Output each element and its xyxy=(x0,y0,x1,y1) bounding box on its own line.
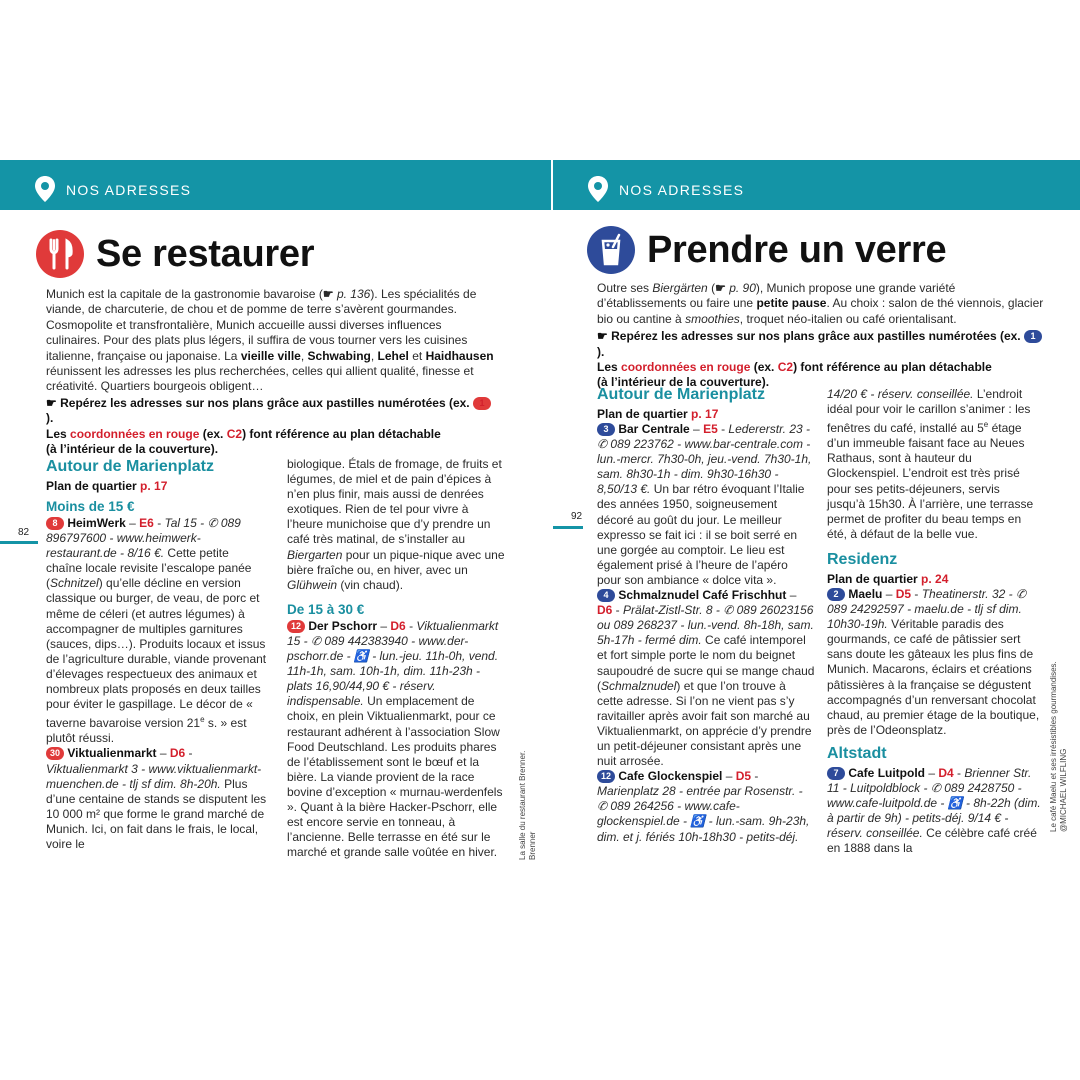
left-column-2: biologique. Étals de fromage, de fruits et légumes, de miel et de pain d’épices à n’en plus finir, mais aussi de denrées exotiques. Rien de tel pour vivre à l’heure munichoise que d’y prendre un café très matinal, de s’installer au Biergarten pour un pique-nique avec une bière fraîche ou, en hiver, avec un Glühwein (vin chaud). De 15 à 30 € 12 Der Pschorr – D6 - Viktualienmarkt 15 - ✆ 089 442383940 - www.der-pschorr.de - ♿ - lun.-jeu. 11h-0h, vend. 11h-1h, sam. 10h-1h, dim. 11h-23h - plats 16,90/44,90 € - réserv. indispensable. Un emplacement de choix, en plein Viktualienmarkt, pour ce restaurant adhérent à l’association Slow Food Deutschland. Les produits phares de l’établissement sont le bœuf et la bière. La viande provient de la race bovine d’exception « murnau-werdenfels ». Quant à la bière Hacker-Pschorr, elle est encore servie en tonneau, à l’ancienne. Belle terrasse en été sur le marché et grande salle voûtée en hiver. xyxy=(287,457,505,860)
page-number-bar xyxy=(553,526,583,529)
photo-caption: La salle du restaurant Brenner. Brenner xyxy=(518,750,537,860)
page-number-bar xyxy=(0,541,38,544)
left-page xyxy=(0,160,551,880)
page-number: 82 xyxy=(18,527,30,538)
section-band xyxy=(553,160,1080,210)
page-title: Se restaurer xyxy=(96,232,315,275)
drink-glass-icon xyxy=(587,226,635,274)
intro-block xyxy=(46,287,496,457)
intro-text: Munich est la capitale de la gastronomie bavaroise (☛ p. 136). Les spécialités de viande, de charcuterie, de chou et de pomme de terre s’avèrent gourmandes. Cosmopolite et transfrontalière, Munich accueille aussi diverses influences culinaires. Pour des plats plus légers, il suffira de vous tourner vers les cuisines italienne, française ou japonaise. La vieille ville, Schwabing, Lehel et Haidhausen réunissent les adresses les plus recherchées, celles qui allient qualité, finesse et créativité. Quartiers bourgeois obligent… xyxy=(46,287,494,394)
title-row xyxy=(36,230,314,278)
intro-block xyxy=(597,281,1047,391)
location-pin-icon xyxy=(587,175,609,203)
section-band xyxy=(0,160,551,210)
left-column-1: Autour de Marienplatz Plan de quartier p. 17 Moins de 15 € 8 HeimWerk – E6 - Tal 15 - ✆ 089 896797600 - www.heimwerk-restaurant.de - 8/16 €. Cette petite chaîne locale revisite l’escalope panée (Schnitzel) qu’elle décline en version classique ou burger, de veau, de porc et même de céleri (et autres légumes) à accompagner de multiples garnitures (sauces, dips…). Produits locaux et issus de l’agriculture durable, viande provenant d’élevages respectueux des animaux et nombreux plats proposés en deux tailles pour éviter le gaspillage. Le décor de « taverne bavaroise version 21e s. » est plutôt réussi. 30 Viktualienmarkt – D6 - Viktualienmarkt 3 - www.viktualienmarkt-muenchen.de - tlj sf dim. 8h-20h. Plus d’une centaine de stands se disputent les 10 000 m² que forme le grand marché de Munich. Ici, on fait dans le frais, le local, voire le xyxy=(46,458,267,851)
fork-knife-icon xyxy=(36,230,84,278)
page-title: Prendre un verre xyxy=(647,228,947,271)
title-row xyxy=(587,226,946,274)
map-note: ☛ Repérez les adresses sur nos plans grâce aux pastilles numérotées (ex. 1). Les coordonnées en rouge (ex. C2) font référence au plan détachable (à l’intérieur de la couverture). xyxy=(597,329,1047,391)
section-label: NOS ADRESSES xyxy=(619,182,745,198)
intro-text: Outre ses Biergärten (☛ p. 90), Munich propose une grande variété d’établissements ou faire une petite pause. Au choix : salon de thé viennois, glacier bio ou cantine à smoothies, troquet néo-italien ou café orientalisant. xyxy=(597,281,1044,326)
section-label: NOS ADRESSES xyxy=(66,182,192,198)
map-note: ☛ Repérez les adresses sur nos plans grâce aux pastilles numérotées (ex. 1). Les coordonnées en rouge (ex. C2) font référence au plan détachable (à l’intérieur de la couverture). xyxy=(46,396,496,458)
location-pin-icon xyxy=(34,175,56,203)
photo-caption: Le café Maelu et ses irrésistibles gourmandises. @MICHAEL WILFLING xyxy=(1049,661,1068,832)
right-column-2: 14/20 € - réserv. conseillée. L’endroit idéal pour voir le carillon s’animer : les fenêtres du café, installé au 5e étage d’un immeuble faisant face au Neues Rathaus, sont à hauteur du Glockenspiel. L’endroit est très prisé pour ses petits-déjeuners, servis jusqu’à 15h30. À l’arrière, une terrasse permet de profiter du beau temps en été, à défaut de la belle vue. Residenz Plan de quartier p. 24 2 Maelu – D5 - Theatinerstr. 32 - ✆ 089 24292597 - maelu.de - tlj sf dim. 10h30-19h. Véritable paradis des gourmands, ce café de pâtissier sert sans doute les gâteaux les plus fins de Munich. Macarons, éclairs et créations pâtissières à la française se dégustent accompagnés d’un renversant chocolat chaud, au premier étage de la boutique, près de l’Odeonsplatz. Altstadt 7 Cafe Luitpold – D4 - Brienner Str. 11 - Luitpoldblock - ✆ 089 2428750 - www.cafe-luitpold.de - ♿ - 8h-22h (dim. à partir de 9h) - petits-déj. 9/14 € - réserv. conseillée. Ce célèbre café créé en 1888 dans la xyxy=(827,387,1041,856)
page-number: 92 xyxy=(571,511,583,522)
right-column-1: Autour de Marienplatz Plan de quartier p. 17 3 Bar Centrale – E5 - Ledererstr. 23 - ✆ 089 223762 - www.bar-centrale.com - lun.-mercr. 7h30-0h, jeu.-vend. 7h30-1h, sam. 8h30-1h - dim. 9h30-16h30 - 8,50/13 €. Un bar rétro évoquant l’Italie des années 1950, soigneusement décoré au goût du jour. Le meilleur expresso se fait ici : il se boit serré en une gorgée au comptoir. Le lieu est également prisé à l’heure de l’apéro pour son ambiance « dolce vita ». 4 Schmalznudel Café Frischhut – D6 - Prälat-Zistl-Str. 8 - ✆ 089 26023156 ou 089 268237 - lun.-vend. 8h-18h, sam. 5h-17h - fermé dim. Ce café intemporel et fort simple porte le nom du beignet saupoudré de sucre qui se mange chaud (Schmalznudel) et que l’on trouve à cette adresse. Si l’on ne vient pas s’y ravitailler après avoir fait son marché au Viktualienmarkt, on apprécie d’y prendre un petit-déjeuner consistant après une nuit arrosée. 12 Cafe Glockenspiel – D5 - Marienplatz 28 - entrée par Rosenstr. - ✆ 089 264256 - www.cafe-glockenspiel.de - ♿ - lun.-sam. 9h-23h, dim. et j. fériés 10h-18h30 - petits-déj. xyxy=(597,386,815,844)
right-page xyxy=(553,160,1080,880)
